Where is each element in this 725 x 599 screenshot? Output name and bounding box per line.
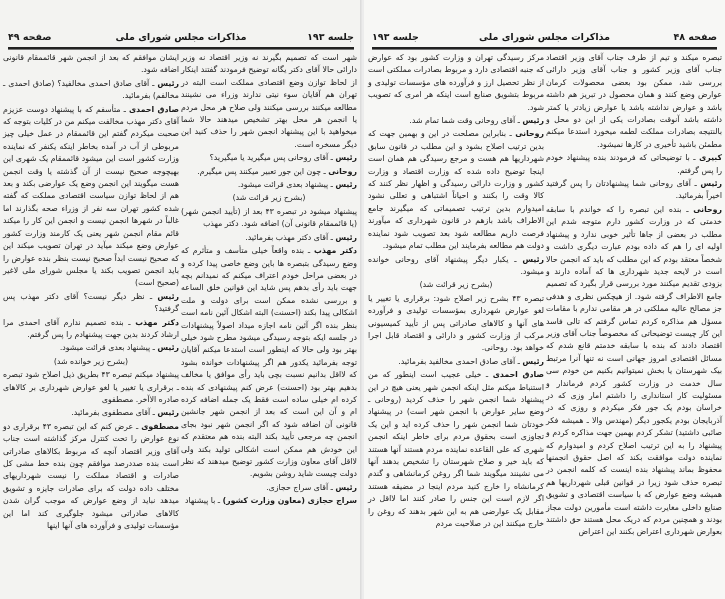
speaker-name: دکتر مهذب: [314, 246, 357, 256]
page-number: صفحه ۴۸: [673, 32, 717, 43]
speech-paragraph: [546, 204, 722, 539]
speech-text: پیشنهاد میشود در تبصره ۴۳ بعد از (تأیید انجمن شهر) (یا قائممقام قانونی آن) اضافه شود. دکتر مهذب: [181, 206, 357, 229]
speaker-name: دکتر مهذب: [135, 317, 179, 327]
page-48: [364, 0, 725, 599]
speech-text: ـ یکبار دیگر پیشنهاد آقای روحانی خوانده میشود.: [368, 254, 544, 276]
speech-paragraph: [546, 178, 722, 203]
speech-text: مرکز رسیدگی تهران و وزارت کشور بود که عوارض که جنبه اقتصادی دارد و مربوط بصادرات مملکتی است از نظر تحصیل ارز و فرآورده های مؤسسات تولیدی و مربوط بتشویق صنایع است اینکه هر امری که تصویب شود.: [368, 53, 544, 112]
header-rule: [372, 47, 717, 50]
speech-paragraph: [181, 482, 357, 494]
speech-text: ـ با پیشنهاد: [185, 496, 223, 506]
speech-paragraph: [181, 206, 357, 231]
speech-paragraph: [368, 128, 544, 252]
speaker-name: رئیس: [335, 232, 357, 242]
speaker-name: مصطفوی: [141, 421, 179, 431]
speech-text: ـ با توضیحاتی که فرمودند بنده پیشنهاد خودم را پس گرفتم.: [546, 153, 722, 175]
speech-text: ـ نظر دیگر نیست؟ آقای دکتر مهذب پس گرفتید؟: [3, 291, 179, 314]
speech-paragraph: [368, 52, 544, 114]
speaker-name: رئیس: [522, 116, 544, 126]
speaker-name: کبیری: [699, 153, 722, 163]
reading-note: (بشرح زیر خوانده شد): [53, 356, 129, 366]
speech-paragraph: [181, 245, 357, 481]
speech-paragraph: [3, 52, 179, 77]
text-column-left: [368, 52, 544, 531]
speech-text: ـ آقای مصطفوی بفرمائید.: [71, 408, 158, 418]
speaker-name: رئیس: [157, 343, 179, 353]
speech-text: ـ چون این جور تعبیر میکنند پس میگیرم.: [197, 166, 329, 176]
speaker-name: رئیس: [335, 180, 357, 190]
speech-paragraph: [368, 369, 544, 530]
speaker-name: رئیس: [522, 356, 544, 366]
speech-text: ـ پیشنهاد بعدی قرائت میشود.: [237, 180, 336, 190]
speech-text: ـ آقای صادق احمدی مخالفید؟ (صادق احمدی ـ مخالفم) بفرمائید.: [3, 78, 179, 101]
speech-text: پیشنهاد میکنم تبصره ۴۳ بطریق ذیل اصلاح شود تبصره ـ برقراری یا تغییر یا لغو عوارض شهرداری بر کالاهای صادره الاآخر. مصطفوی: [3, 370, 179, 404]
speaker-name: رئیس: [157, 408, 179, 418]
speech-paragraph: [368, 254, 544, 279]
speech-text: ـ خیلی عجیب است اینطور که من استنباط میکنم مثل اینکه انجمن شهر یعنی هیچ در این پیشنهاد شما انجمن شهر را حذف کردید (روحانی ـ وضع سایر عوارض با انجمن شهر است) در پیشنهاد خودتان شما انجمن شهر را حذف کرده اید و این یک تجاوزی است بحقوق مردم برای خاطر اینکه انجمن شهری که علی القاعده نماینده مردم هستند آنها هستند که باید خیر و صلاح شهرستان را تشخیص بدهند آنها می نشینند میگویند شما اگر روغن کرمانشاهی و گندم کرمانشاه را خارج کنید مردم اینجا در مضیقه هستند اگر لازم است این جنس را صادر کنند اما لااقل در مقابل یک عوارضی هم به این شهر بدهند که روغن را خارج میکنند این در صلاحیت مردم: [368, 370, 544, 529]
speech-text: تبصره میکند و تیم از طرف جناب آقای وزیر اقتصاد جناب آقای وزیر کشور و جناب آقای وزیر دارائی بررسی شد، ممکن بود بعضی محصولات کرمان عوارض وضع کنند و همان محصول در تبریز هم داشته باشد و عوارض نداشته باشد یا عوارض زیادتر یا کمتر داشته باشد آنوقت بصادرات یکی از این دو محل و بالنتیجه بصادرات مملکت لطمه میخورد استدعا میکنم مطمئن باشید تأخیری در کارها نمیشود.: [546, 53, 722, 149]
speaker-name: رئیس: [157, 78, 179, 88]
speaker-name: رئیس: [522, 254, 544, 264]
speech-text: ـ متأسفم که با پیشنهاد دوست عزیزم آقای دکتر مهذب مخالفت میکنم من در کلیات بتوجه که صحبت میکردم گفتم این قائممقام در عمل خیلی چیز مربوطی از آب در آمده بخاطر اینکه یکنفر که نماینده وزارت کشور است این میشود قائممقام یک شهری این بهیچوجه صحیح نیست از آن گذشته یا وقت انجمن هست میگویند این انجمن وضع یک عوارضی بکند و بعد هم از لحاظ توازن سیاست اقتصادی مملکت که گفته شده کشور تهران سه نفر از وزراء صحه بگذارند اما غالباً در شهرها انجمن نیست و انجمن این کار را میکند قائم مقام انجمن شهر یعنی یک کارمند وزارت کشور عوارض وضع میکند میآید در تهران تصویب میکند این که صحیح نیست ابداً صحیح نیست بنظر بنده عوارض را باید انجمن تصویب بکند یا مجلس شورای ملی لاغیر (صحیح است): [3, 104, 179, 288]
text-column-left: [3, 52, 179, 533]
speech-paragraph: [181, 232, 357, 244]
speech-text: ـ بنده تصمیم ندارم آقای احمدی مرا ارشاد کردند بدین جهت پیشنهادم را پس گرفتم.: [3, 317, 179, 339]
speech-paragraph: [181, 166, 357, 178]
speech-text: ـ بنده این تبصره را که خواندم با سابقه خدمتی که در وزارت کشور دارم متوجه شدم این مطلب در بعضی از جاها تأثیر خوبی ندارد و پیشنهاد اولیه ای را هم که داده بودم عبارت دیگری داشت و شخصاً معتقد بودم که این مطلب که باید که انجمن حالا است در لایحه جدید شهرداری ها که آماده دارند و بزودی تقدیم میکنند مورد بررسی قرار بگیرد که تصمیم جامع الاطراف گرفته شود. از هیچکس نظری و هدفی جز مصالح عالیه مملکتی در هر مقامی ندارم با مقامات مسؤل هم مذاکره کردم تماس گرفتم که تالی فاسد این کار چیست توضیحاتی که مخصوصاً جناب آقای وزیر اقتصاد دادند که بنده با سابقه خدمتم قانع شدم که مسائل اقتصادی امروز جهانی است نه تنها آنرا مرتبط بیک شهرستان یا بخش نمیتوانیم بکنیم من خودم سی سال خدمت در وزارت کشور کردم فرماندار و مسئولیت کار استانداری را داشتم امار وزی که در خراسان بودم یک جور فکر میکردم و روزی که در آذربایجان بودم یکجور دیگر (مهندس والا ـ همیشه فکر صائبی داشتید) تشکر کردم بهمین جهت مذاکره کردم و پیشنهاد را به این ترتیب اصلاح کردم و امیدوارم که نماینده دولت موافقت بکند که اصل حقوق انجمنها محفوظ بماند پیشنهاد بنده اینست که کلمه انجمن در تبصره حذف شود زیرا در قوانین قبلی شهرداریها هم همیشه وضع عوارض که با سیاست اقتصادی و تشویق صنایع داخلی مغایرت داشته است مأمورین دولت مجاز بودند و همچنین مردم که دریک محل هستند حق داشتند بعوارض شهرداری اعتراض بکنند این اعتراض: [546, 204, 722, 537]
speech-text: ـ آقای صادق احمدی مخالفید بفرمائید.: [398, 356, 523, 366]
speech-text: ـ بنابراین مصلحت در این و بهمین جهت که بدین ترتیب اصلاح بشود و این مطلب در قانون سابق شهرداریها هم هست و مرجع رسیدگی هم همان است اینجا توضیح داده شده که وزارت اقتصاد و وزارت کشور و وزارت دارائی رسیدگی و اظهار نظر کنند که کالا وقت را بکنند و احیاناً اشتباهی و تعللی نشود امیدوارم بدین ترتیب تصمیماتی که میگیرند جامع الاطراف باشد بازهم در قانون شهرداری که میآورند فرصت داریم مطالعه شود بعد تصویب شود نماینده دولت هم مطالعه بفرمایند این مطلب تمام میشود.: [368, 129, 544, 251]
speaker-name: سراج حجازی (معاون وزارت کشور): [222, 496, 357, 506]
speech-text: تبصره ۴۳ بشرح زیر اصلاح شود: برقراری یا تغییر یا لغو عوارض شهرداری بمؤسسات تولیدی و فرآورده های آنها و کالاهای صادراتی پس از تأیید کمیسیونی مرکب از وزارت کشور و دارائی و اقتصاد قابل اجرا خواهد بود. روحانی.: [368, 293, 544, 353]
session-number: جلسه ۱۹۳: [307, 32, 354, 43]
page-number: صفحه ۴۹: [8, 32, 52, 43]
speaker-name: روحانی: [515, 129, 544, 139]
text-column-right: [546, 52, 722, 540]
speaker-name: صادق احمدی: [492, 370, 544, 380]
speech-paragraph: [3, 407, 179, 419]
speech-paragraph: [3, 369, 179, 406]
speaker-name: رئیس: [335, 482, 357, 492]
session-number: جلسه ۱۹۳: [372, 32, 419, 43]
speech-text: ایشان موافقم که بعد از انجمن شهر قائممقام قانونی اضافه شود.: [3, 53, 179, 75]
speech-text: شهر است که تصمیم بگیرند نه وزیر اقتصاد نه وزیر دارائی حالا آقای دکتر یگانه توضیح فرمودند گفتند اینکار از لحاظ توازن وضع اقتصادی مملکت است البته در تهران هم آقایان سوء نیتی ندارند وزراء می نشینند مطالعه میکنند بررسی میکنند ولی صلاح هر محل مردم یا انجمن هر محل بهتر تشخیص میدهند حالا شما میخواهید با این پیشنهاد انجمن شهر را حذف کنید این دیگر مسخره است.: [181, 53, 357, 149]
running-header: [8, 32, 354, 46]
reading-note: (بشرح زیر قرائت شد): [232, 193, 306, 203]
speech-text: ـ آقای روحانی شما پیشنهادتان را پس گرفتید اخیراً بفرمائید.: [546, 179, 722, 201]
publication-title: مذاکرات مجلس شورای ملی: [479, 32, 610, 43]
page-49: [0, 0, 362, 599]
speaker-name: صادق احمدی: [129, 104, 179, 114]
speech-paragraph: [181, 52, 357, 151]
speech-paragraph: [368, 115, 544, 127]
speech-text: ـ بنده واقعاً خیلی متأسف و متأثرم که وضع رسیدگی بتبصره ها باین وضع خاصی پیدا کرده و در بعضی مراحل خودم اعتراف میکنم که نمیدانم بچه جهت باید رأی بدهم پس شاید این قوانین خلق الساعه و بررسی نشده ممکن است برای دولت و ملت اشکالی پیدا بکند (احسنت) البته اشکال آئین نامه است بنظر بنده اگر آئین نامه اجازه میداد اصولاً پیشنهادات در جلسه ایکه بتوجه رسیدگی میشود مطرح شود خیلی بهتر بود ولی حالا که اینطور است استدعا میکنم آقایان توجه بفرمائید یکدور هم اگر پیشنهادات خوانده بشود که لااقل بدانیم نسبت بچی باید رأی موافق یا مخالف بدهیم بهتر بود (احسنت) عرض کنم پیشنهادی که بنده کرده ام خیلی ساده است فقط یک جمله اضافه کرده ام و آن این است که بعد از انجمن شهر جانشین قانونی آن اضافه شود که اگر انجمن شهر نبود بجای انجمن چه مرجعی تأیید بکند البته بنده هم معتقدم که این خودش هم ممکن است اشکالی تولید بکند ولی لااقل آقای معاون وزارت کشور توضیح میدهند که نظر دولت چیست شاید روشن بشویم.: [181, 246, 357, 479]
running-header: [372, 32, 717, 46]
speech-paragraph: [3, 78, 179, 103]
speech-paragraph: [181, 179, 357, 191]
speech-paragraph: [368, 293, 544, 355]
speaker-name: رئیس: [157, 291, 179, 301]
speech-text: ـ آقای سراج حجازی.: [266, 482, 336, 492]
publication-title: مذاکرات مجلس شورای ملی: [115, 32, 247, 43]
speech-text: ـ آقای دکتر مهذب بفرمائید.: [245, 232, 336, 242]
speech-paragraph: [546, 152, 722, 177]
speaker-name: روحانی: [693, 204, 722, 214]
speech-paragraph: [3, 421, 179, 533]
speech-text: ـ آقای روحانی پس میگیرید یا میگیرید؟: [209, 153, 336, 163]
speech-paragraph: [3, 291, 179, 316]
speech-text: ـ عرض کنم که این تبصره ۴۳ برقراری دو نوع عوارض را تحت کنترل مرکز گذاشته است جناب آقای وزیر اقتصاد آنچه که مربوط بکالاهای صادراتی است بنده صددرصد موافقم چون بنده خط مشی کل صادرات و اقتصاد مملکت را نیست شهرداریهای مختلف داده دولت که برای صادرات جایزه و تشویق میدهد نباید از وضع عوارض که موجب گران شدن کالاهای صادراتی میشود جلوگیری کند اما این مؤسسات تولیدی و فرآورده های آنها اینها: [3, 421, 179, 531]
speaker-name: رئیس: [335, 153, 357, 163]
header-rule: [8, 47, 354, 50]
text-column-right: [181, 52, 357, 509]
speech-paragraph: [3, 104, 179, 290]
speech-paragraph: [368, 356, 544, 368]
speech-paragraph: [3, 342, 179, 354]
speaker-name: رئیس: [700, 179, 722, 189]
speech-paragraph: [546, 52, 722, 151]
reading-note: (بشرح زیر قرائت شد): [419, 280, 493, 290]
speech-paragraph: [3, 317, 179, 342]
speech-paragraph: [181, 152, 357, 164]
speech-paragraph: [181, 495, 357, 507]
speech-text: ـ پیشنهاد بعدی قرائت میشود.: [59, 343, 158, 353]
speaker-name: روحانی: [328, 166, 357, 176]
speech-text: ـ آقای روحانی وقت شما تمام شد.: [409, 116, 523, 126]
